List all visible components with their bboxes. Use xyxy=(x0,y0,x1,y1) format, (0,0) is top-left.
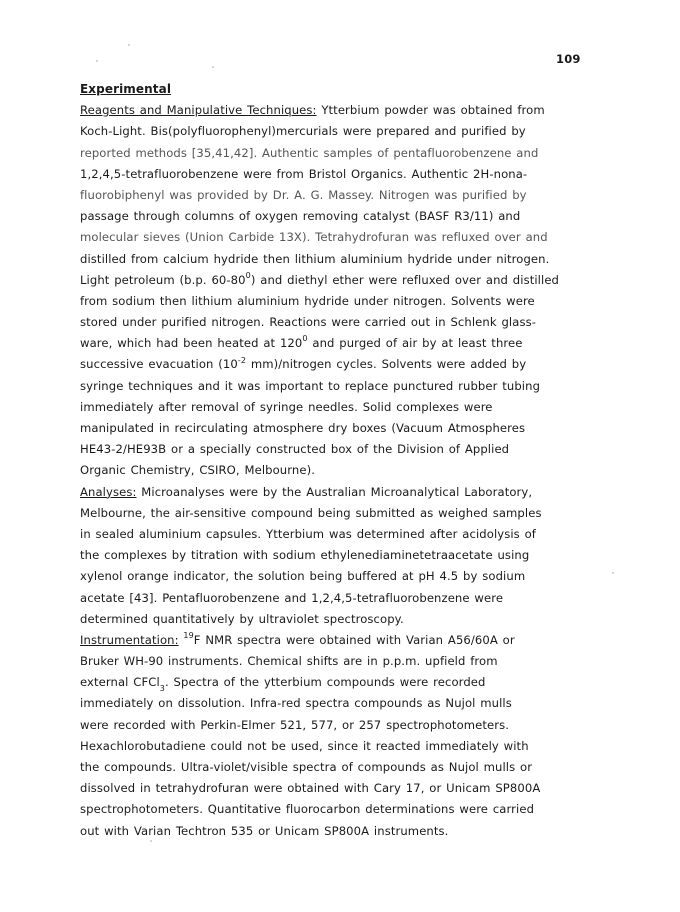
text-line xyxy=(80,821,600,842)
text-line-post: ) and diethyl ether were refluxed over and distilled xyxy=(250,272,560,287)
scan-speck xyxy=(150,840,152,842)
text-line xyxy=(80,460,600,481)
scan-speck xyxy=(128,44,130,46)
text-line-text: distilled from calcium hydride then lithium aluminium hydride under nitrogen. xyxy=(80,251,550,266)
text-line-lead: Analyses: xyxy=(80,484,137,499)
body-text xyxy=(80,100,600,842)
text-line-pre: Light petroleum (b.p. 60-80 xyxy=(80,272,246,287)
text-line-pre: successive evacuation (10 xyxy=(80,357,238,372)
text-line-sub: 3 xyxy=(159,683,165,693)
text-line-text: from sodium then lithium aluminium hydride under nitrogen. Solvents were xyxy=(80,293,535,308)
text-line xyxy=(80,376,600,397)
text-line xyxy=(80,482,600,503)
text-line xyxy=(80,736,600,757)
text-line xyxy=(80,545,600,566)
text-line-text: the complexes by titration with sodium ethylenediaminetetraacetate using xyxy=(80,548,530,563)
text-line-sup: 19 xyxy=(183,631,194,641)
text-line-text: molecular sieves (Union Carbide 13X). Tetrahydrofuran was refluxed over and xyxy=(80,230,548,245)
text-line xyxy=(80,312,600,333)
text-line-text: stored under purified nitrogen. Reactions were carried out in Schlenk glass- xyxy=(80,315,537,330)
scan-speck xyxy=(212,66,214,68)
text-line xyxy=(80,503,600,524)
text-line-text: in sealed aluminium capsules. Ytterbium was determined after acidolysis of xyxy=(80,526,536,541)
text-line-lead: Reagents and Manipulative Techniques: xyxy=(80,103,317,118)
text-line-post: . Spectra of the ytterbium compounds were recorded xyxy=(164,675,486,690)
text-line xyxy=(80,206,600,227)
text-line xyxy=(80,143,600,164)
text-line-text: reported methods [35,41,42]. Authentic samples of pentafluorobenzene and xyxy=(80,145,539,160)
text-line-lead: Instrumentation: xyxy=(80,632,179,647)
text-line xyxy=(80,185,600,206)
text-line-text: determined quantitatively by ultraviolet spectroscopy. xyxy=(80,611,404,626)
text-line xyxy=(80,778,600,799)
scan-speck xyxy=(96,60,98,62)
section-heading xyxy=(80,79,600,100)
text-line xyxy=(80,566,600,587)
text-line-post: mm)/nitrogen cycles. Solvents were added by xyxy=(246,357,527,372)
text-line xyxy=(80,693,600,714)
text-line-sup: 0 xyxy=(302,334,308,344)
text-line xyxy=(80,439,600,460)
text-line xyxy=(80,609,600,630)
text-line xyxy=(80,397,600,418)
text-line xyxy=(80,249,600,270)
text-line-text: immediately on dissolution. Infra-red spectra compounds as Nujol mulls xyxy=(80,696,512,711)
text-line-post: and purged of air by at least three xyxy=(307,336,523,351)
text-line-text: dissolved in tetrahydrofuran were obtained with Cary 17, or Unicam SP800A xyxy=(80,781,541,796)
text-line-pre: ware, which had been heated at 120 xyxy=(80,336,303,351)
text-line xyxy=(80,270,600,291)
text-line xyxy=(80,227,600,248)
text-line-text: Koch-Light. Bis(polyfluorophenyl)mercurials were prepared and purified by xyxy=(80,124,526,139)
scan-speck xyxy=(612,572,614,574)
text-line-text: Bruker WH-90 instruments. Chemical shifts are in p.p.m. upfield from xyxy=(80,654,498,669)
text-line-text: immediately after removal of syringe needles. Solid complexes were xyxy=(80,399,493,414)
text-line-text: syringe techniques and it was important to replace punctured rubber tubing xyxy=(80,378,541,393)
text-line-text: Melbourne, the air-sensitive compound being submitted as weighed samples xyxy=(80,505,542,520)
text-line xyxy=(80,164,600,185)
text-line-text: xylenol orange indicator, the solution being buffered at pH 4.5 by sodium xyxy=(80,569,526,584)
text-line-pre: external CFCl xyxy=(80,675,160,690)
text-line-text: spectrophotometers. Quantitative fluorocarbon determinations were carried xyxy=(80,802,535,817)
text-line-text: Microanalyses were by the Australian Microanalytical Laboratory, xyxy=(136,484,533,499)
text-line-text: were recorded with Perkin-Elmer 521, 577, or 257 spectrophotometers. xyxy=(80,717,510,732)
text-line-post: F NMR spectra were obtained with Varian A56/60A or xyxy=(193,632,515,647)
heading-text: Experimental xyxy=(80,82,172,96)
text-line-text: manipulated in recirculating atmosphere dry boxes (Vacuum Atmospheres xyxy=(80,421,526,435)
text-line-text: passage through columns of oxygen removing catalyst (BASF R3/11) and xyxy=(80,209,521,224)
text-line-sup: -2 xyxy=(237,355,247,365)
text-line xyxy=(80,291,600,312)
text-line-text: HE43-2/HE93B or a specially constructed box of the Division of Applied xyxy=(80,442,510,457)
text-line xyxy=(80,588,600,609)
text-line xyxy=(80,715,600,736)
text-line xyxy=(80,757,600,778)
text-line xyxy=(80,524,600,545)
text-line xyxy=(80,651,600,672)
text-line-text: the compounds. Ultra-violet/visible spectra of compounds as Nujol mulls or xyxy=(80,760,533,774)
text-line xyxy=(80,799,600,820)
text-line-text: Ytterbium powder was obtained from xyxy=(316,103,545,118)
text-line-text: 1,2,4,5-tetrafluorobenzene were from Bristol Organics. Authentic 2H-nona- xyxy=(80,166,528,181)
text-line xyxy=(80,100,600,121)
text-line xyxy=(80,630,600,651)
text-line xyxy=(80,672,600,693)
text-line-text: Hexachlorobutadiene could not be used, since it reacted immediately with xyxy=(80,738,529,753)
page-number: 109 xyxy=(556,52,581,66)
text-line-text: fluorobiphenyl was provided by Dr. A. G. Massey. Nitrogen was purified by xyxy=(80,187,527,202)
text-line-sup: 0 xyxy=(245,270,251,280)
text-line-text: Organic Chemistry, CSIRO, Melbourne). xyxy=(80,463,315,478)
text-line xyxy=(80,333,600,354)
text-line xyxy=(80,121,600,142)
text-line xyxy=(80,354,600,375)
text-line-text: out with Varian Techtron 535 or Unicam SP800A instruments. xyxy=(80,823,449,838)
experimental-section xyxy=(80,79,600,842)
text-line-text: acetate [43]. Pentafluorobenzene and 1,2,4,5-tetrafluorobenzene were xyxy=(80,590,504,605)
text-line xyxy=(80,418,600,439)
